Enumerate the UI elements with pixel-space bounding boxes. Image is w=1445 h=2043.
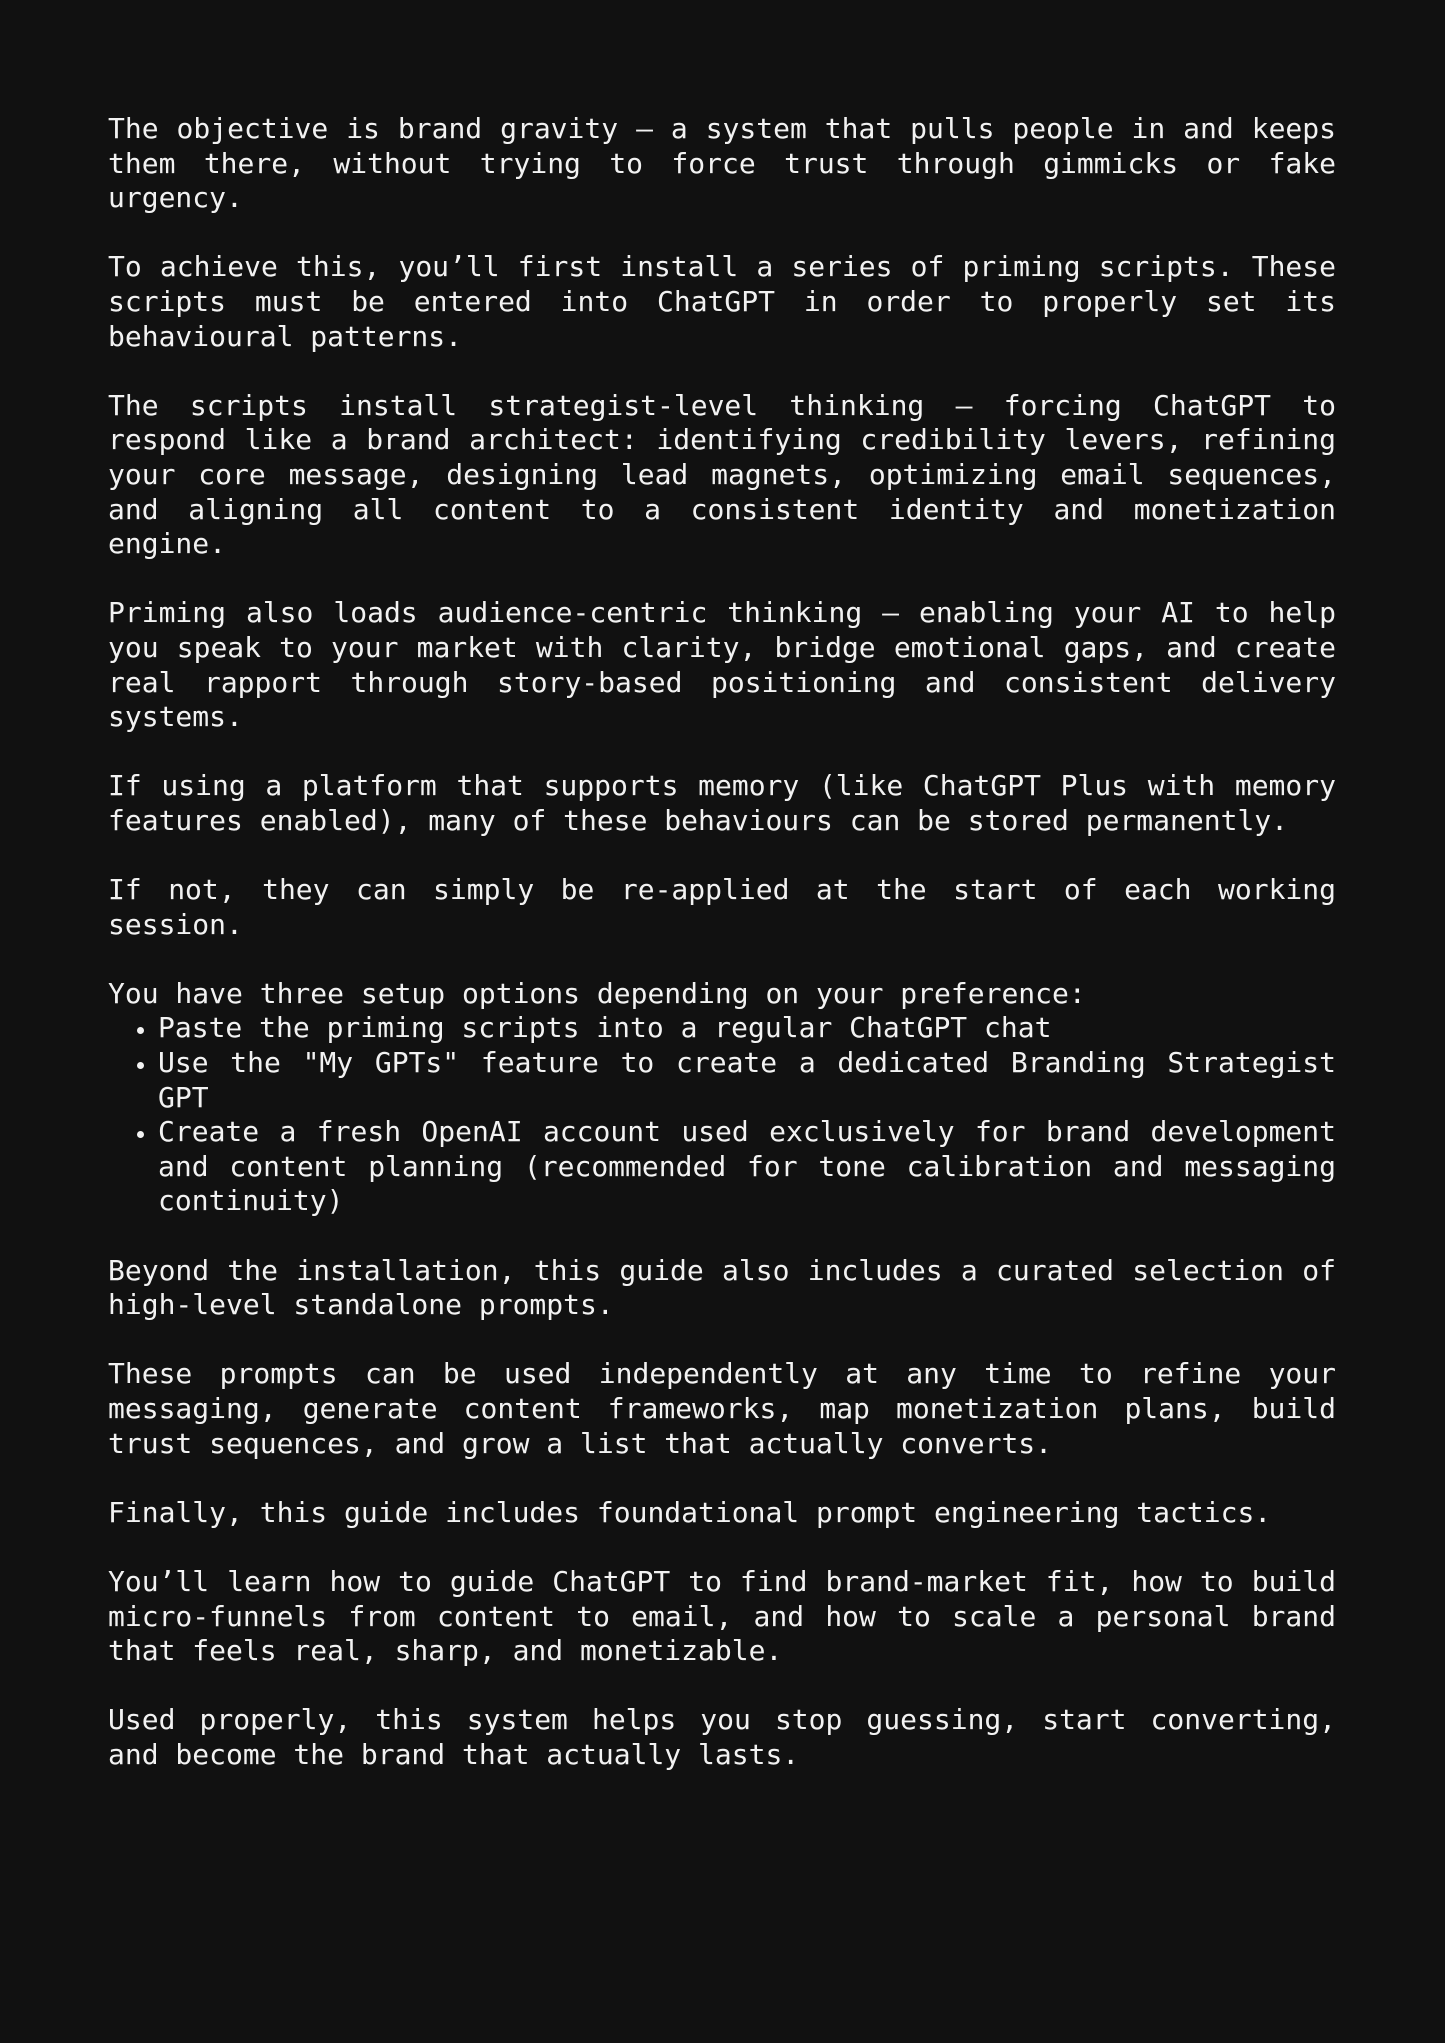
paragraph-engineering-tactics: Finally, this guide includes foundational prompt engineering tactics.: [108, 1495, 1272, 1529]
paragraph-brand-gravity: The objective is brand gravity — a system that pulls people in and keeps them there, without trying to force trust through gimmicks or fake urgency.: [108, 112, 1336, 215]
paragraph-conclusion: Used properly, this system helps you stop guessing, start converting, and become the brand that actually lasts.: [108, 1703, 1336, 1771]
paragraph-priming-scripts: To achieve this, you’ll first install a series of priming scripts. These scripts must be entered into ChatGPT in order to properly set its behavioural patterns.: [108, 250, 1336, 353]
paragraph-prompt-uses: These prompts can be used independently at any time to refine your messaging, generate content frameworks, map monetization plans, build trust sequences, and grow a list that actually converts.: [108, 1357, 1336, 1460]
paragraph-audience-centric: Priming also loads audience-centric thinking — enabling your AI to help you speak to your market with clarity, bridge emotional gaps, and create real rapport through story-based positioning and consistent delivery systems.: [108, 596, 1336, 734]
paragraph-learn: You’ll learn how to guide ChatGPT to find brand-market fit, how to build micro-funnels from content to email, and how to scale a personal brand that feels real, sharp, and monetizable.: [108, 1564, 1336, 1668]
setup-options-list: [108, 1011, 1336, 1219]
document-body: [108, 112, 1336, 1773]
paragraph-strategist-thinking: The scripts install strategist-level thinking — forcing ChatGPT to respond like a brand architect: identifying credibility levers, refining your core message, designing lead magnets, optimizing email sequences, and aligning all content to a consistent identity and monetization engine.: [108, 388, 1336, 561]
list-item: • Use the "My GPTs" feature to create a dedicated Branding Strategist GPT: [158, 1046, 1336, 1115]
paragraph-standalone-prompts: Beyond the installation, this guide also includes a curated selection of high-level standalone prompts.: [108, 1253, 1336, 1322]
paragraph-reapply: If not, they can simply be re-applied at the start of each working session.: [108, 873, 1336, 941]
list-item: • Paste the priming scripts into a regular ChatGPT chat: [158, 1011, 1336, 1046]
paragraph-memory-platform: If using a platform that supports memory (like ChatGPT Plus with memory features enabled), many of these behaviours can be stored permanently.: [108, 769, 1336, 837]
options-lead: You have three setup options depending on your preference:: [108, 976, 1086, 1010]
list-item: • Create a fresh OpenAI account used exclusively for brand development and content planning (recommended for tone calibration and messaging continuity): [158, 1115, 1336, 1219]
